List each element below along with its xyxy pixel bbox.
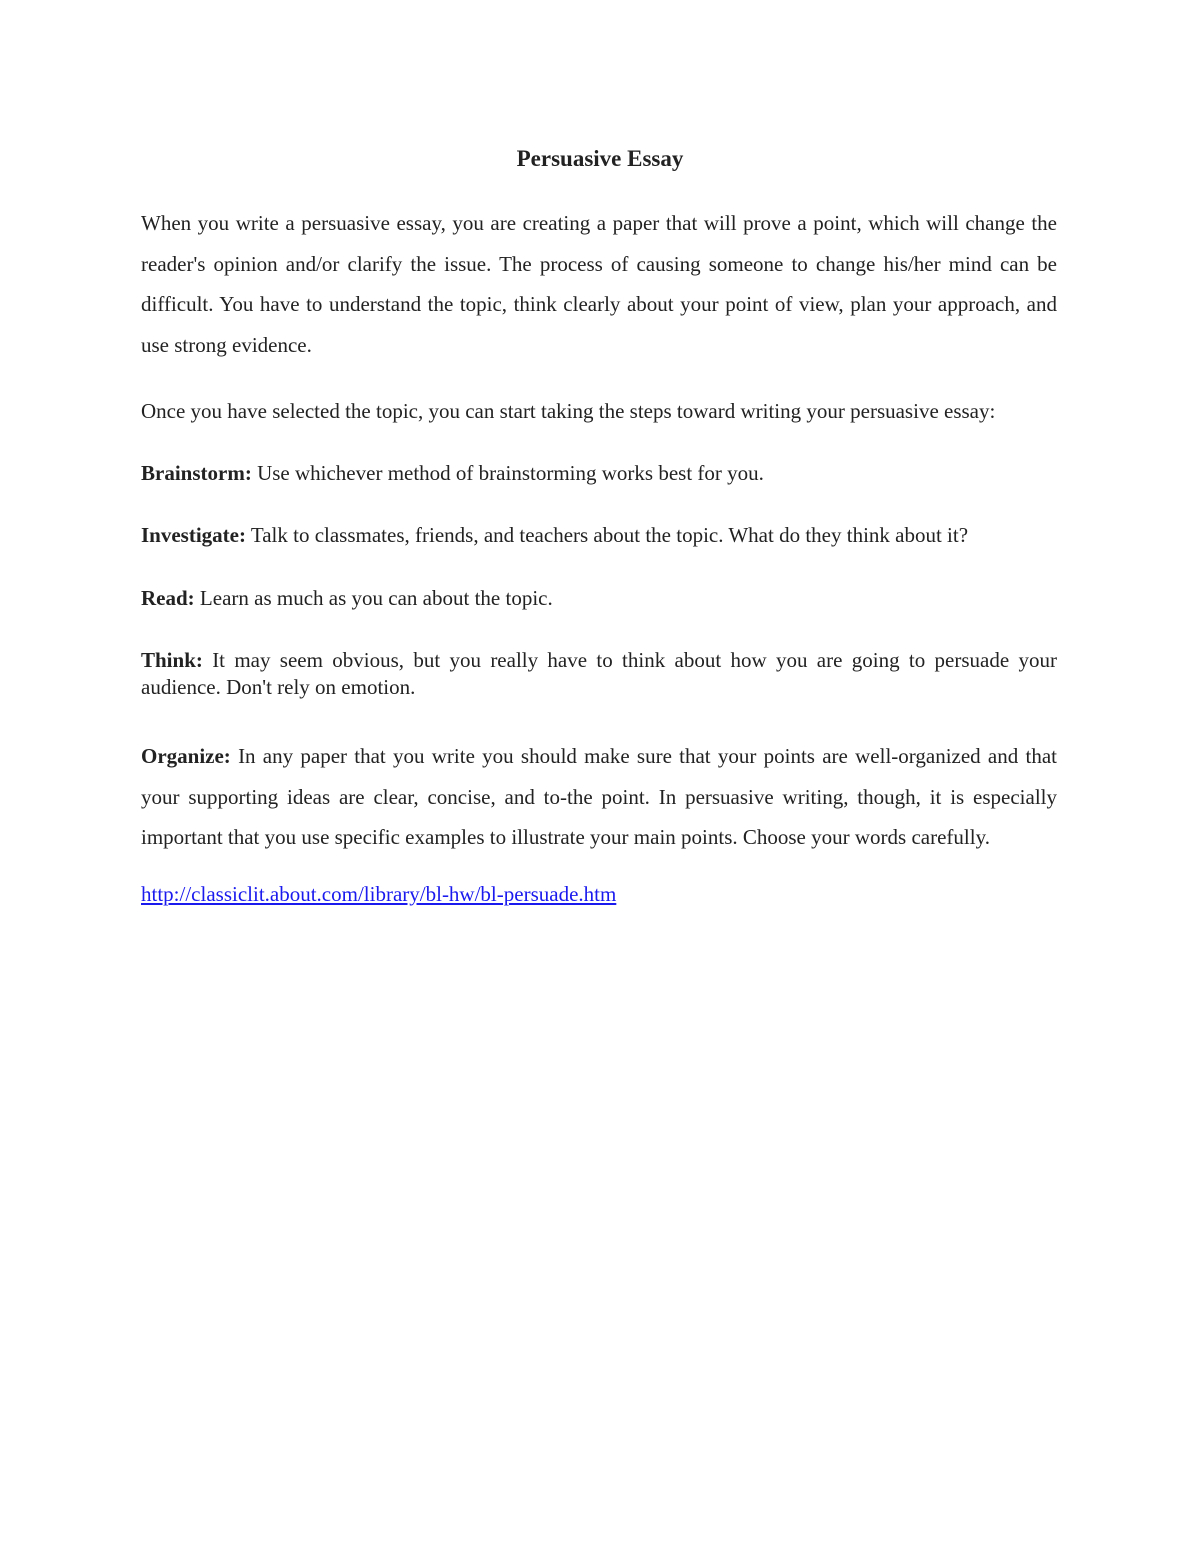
step-term: Investigate: [141, 523, 246, 547]
step-text: Use whichever method of brainstorming works best for you. [251, 461, 764, 485]
step-brainstorm [141, 460, 1057, 487]
source-paragraph [141, 881, 1057, 908]
steps-intro-paragraph: Once you have selected the topic, you can start taking the steps toward writing your persuasive essay: [141, 399, 996, 423]
step-term: Read: [141, 586, 195, 610]
document-body [141, 203, 1057, 908]
step-term: Think: [141, 648, 203, 672]
intro-paragraph: When you write a persuasive essay, you are creating a paper that will prove a point, which will change the reader's opinion and/or clarify the issue. The process of causing someone to change his/her mind can be difficult. You have to understand the topic, think clearly about your point of view, plan your approach, and use strong evidence. [141, 211, 1057, 357]
step-text: It may seem obvious, but you really have to think about how you are going to persuade your audience. Don't rely on emotion. [141, 648, 1057, 699]
document-title: Persuasive Essay [516, 146, 684, 171]
step-text: Learn as much as you can about the topic. [194, 586, 553, 610]
step-text: Talk to classmates, friends, and teachers about the topic. What do they think about it? [245, 523, 969, 547]
step-read [141, 585, 1057, 612]
step-term: Brainstorm: [141, 461, 252, 485]
step-term: Organize: [141, 744, 231, 768]
step-organize [141, 736, 1057, 858]
step-think [141, 647, 1057, 701]
step-investigate [141, 522, 1057, 549]
step-text: In any paper that you write you should make sure that your points are well-organized and that your supporting ideas are clear, concise, and to-the point. In persuasive writing, though, it is especially important that you use specific examples to illustrate your main points. Choose your words carefully. [141, 744, 1057, 849]
source-link[interactable]: http://classiclit.about.com/library/bl-hw/bl-persuade.htm [141, 881, 617, 906]
